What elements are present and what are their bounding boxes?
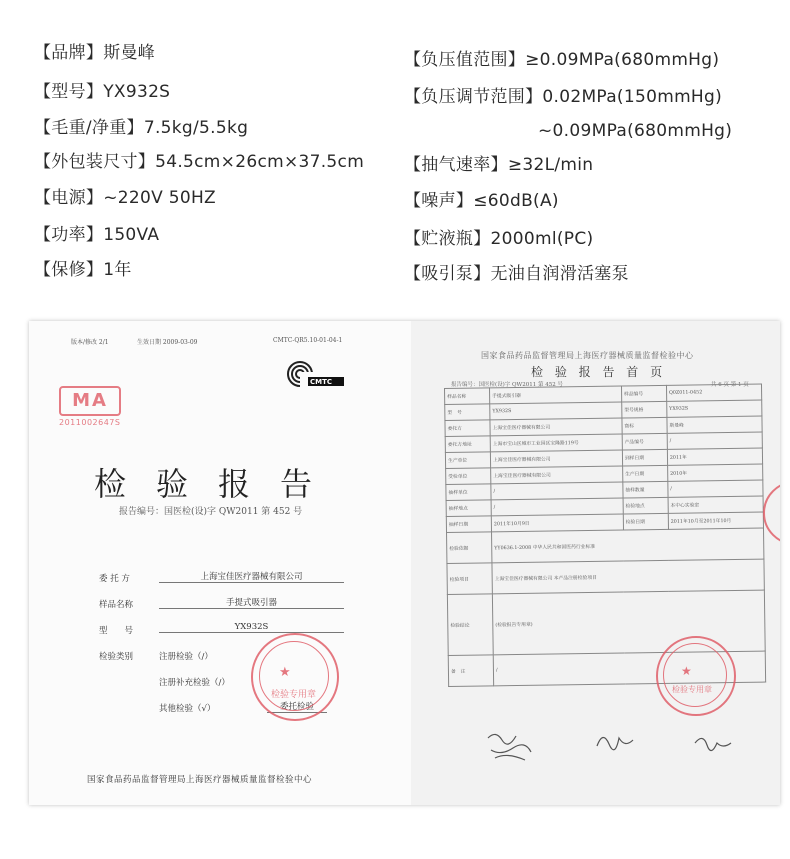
table-cell: 上海宝佳医疗器械有限公司 bbox=[490, 450, 622, 468]
first-page-report-no: 报告编号：国医检(设)字 QW2011 第 452 号 bbox=[451, 382, 563, 388]
spec-suction-rate bbox=[404, 154, 593, 176]
check-other: 其他检验（√） bbox=[159, 704, 216, 714]
inspection-seal bbox=[251, 633, 339, 721]
table-cell: 检验依据 bbox=[447, 532, 492, 564]
table-cell: 样品编号 bbox=[621, 385, 666, 402]
model-value: YX932S bbox=[159, 622, 344, 633]
report-first-page bbox=[411, 321, 780, 805]
spec-list bbox=[0, 0, 790, 300]
ma-code: 2011002647S bbox=[59, 418, 121, 427]
spec-value: 2000ml(PC) bbox=[490, 229, 594, 249]
spec-label: 【外包装尺寸】 bbox=[34, 152, 156, 172]
spec-package-size bbox=[34, 151, 364, 173]
sample-name-label: 样品名称 bbox=[99, 600, 134, 610]
spec-fluid-bottle bbox=[404, 228, 593, 250]
spec-value: 0.02MPa(150mmHg) bbox=[542, 87, 723, 107]
spec-label: 【负压调节范围】 bbox=[404, 87, 543, 107]
table-cell: 2011年10月至2011年10月 bbox=[668, 512, 763, 529]
table-cell: 上海宝佳医疗器械有限公司 bbox=[491, 466, 623, 484]
table-cell: / bbox=[668, 480, 763, 497]
first-page-table bbox=[444, 384, 766, 687]
spec-label: 【保修】 bbox=[34, 260, 104, 280]
table-cell: YY0636.1-2008 中华人民共和国医药行业标准 bbox=[492, 528, 764, 563]
check-registration: 注册检验（/） bbox=[159, 652, 213, 662]
first-page-title: 检 验 报 告 首 页 bbox=[531, 365, 667, 379]
spec-warranty bbox=[34, 259, 132, 281]
table-cell: 检验地点 bbox=[623, 497, 668, 514]
client-value: 上海宝佳医疗器械有限公司 bbox=[159, 570, 344, 583]
edge-seal bbox=[763, 481, 780, 545]
report-cover-page bbox=[29, 321, 411, 805]
spec-value: ≥0.09MPa(680mmHg) bbox=[525, 50, 720, 70]
signature-3 bbox=[691, 729, 736, 758]
table-cell: 产品编号 bbox=[622, 433, 667, 450]
seal-text: 检验专用章 bbox=[271, 690, 317, 700]
table-cell: 到样日期 bbox=[622, 449, 667, 466]
check-supplementary: 注册补充检验（/） bbox=[159, 678, 230, 688]
table-cell: 抽样数量 bbox=[623, 481, 668, 498]
table-cell: 上海市宝山区城市工业园区宝隆路119号 bbox=[490, 434, 622, 452]
table-cell: 手提式吸引器 bbox=[490, 386, 622, 404]
table-cell: 2010年 bbox=[667, 464, 762, 481]
table-cell: YX932S bbox=[667, 400, 762, 417]
table-cell: / bbox=[667, 432, 762, 449]
spec-power bbox=[34, 224, 159, 246]
table-cell: 检验项目 bbox=[447, 563, 492, 595]
table-cell: / bbox=[493, 651, 765, 686]
spec-value: 150VA bbox=[103, 225, 160, 245]
spec-value: 7.5kg/5.5kg bbox=[143, 118, 249, 138]
cover-issue-date: 生效日期 2009-03-09 bbox=[137, 339, 198, 346]
first-seal-star-icon: ★ bbox=[681, 664, 692, 678]
table-cell: 检验结论 bbox=[447, 594, 493, 656]
table-cell: 生产单位 bbox=[445, 452, 490, 469]
cover-footer: 国家食品药品监督管理局上海医疗器械质量监督检验中心 bbox=[87, 775, 313, 785]
table-cell: 2011年10月9日 bbox=[491, 514, 623, 532]
first-page-seal bbox=[656, 636, 736, 716]
spec-value: YX932S bbox=[103, 82, 171, 102]
model-label: 型 号 bbox=[99, 626, 134, 636]
table-cell: 委托方 bbox=[445, 420, 490, 437]
spec-brand bbox=[34, 42, 155, 64]
spec-noise bbox=[404, 190, 559, 212]
table-cell: YX932S bbox=[490, 402, 622, 420]
table-cell: (检验报告专用章) bbox=[492, 590, 765, 655]
table-cell: 样品名称 bbox=[445, 388, 490, 405]
spec-negative-pressure bbox=[404, 49, 719, 71]
spec-value: ~0.09MPa(680mmHg) bbox=[538, 121, 733, 141]
table-cell: 上海宝佳医疗器械有限公司 本产品注册检验项目 bbox=[492, 559, 764, 594]
table-cell: 委托方地址 bbox=[445, 436, 490, 453]
table-cell: 商标 bbox=[622, 417, 667, 434]
table-cell: 型 号 bbox=[445, 404, 490, 421]
table-row bbox=[447, 528, 764, 563]
spec-label: 【毛重/净重】 bbox=[34, 118, 144, 138]
spec-model bbox=[34, 81, 170, 103]
spec-value: ≤60dB(A) bbox=[473, 191, 559, 211]
client-label: 委 托 方 bbox=[99, 574, 130, 584]
table-cell: 备 注 bbox=[448, 655, 493, 687]
signature-1 bbox=[483, 726, 543, 770]
spec-label: 【噪声】 bbox=[404, 191, 474, 211]
first-page-page-count: 共 6 页 第 1 页 bbox=[711, 382, 749, 388]
table-cell: 型号规格 bbox=[622, 401, 667, 418]
spec-pressure-range-cont bbox=[538, 120, 732, 142]
report-number: 报告编号：国医检(设)字 QW2011 第 452 号 bbox=[119, 507, 303, 517]
spec-pressure-range bbox=[404, 86, 722, 108]
spec-label: 【电源】 bbox=[34, 188, 104, 208]
first-seal-text: 检验专用章 bbox=[672, 685, 712, 694]
cmtc-logo bbox=[284, 359, 354, 389]
spec-label: 【负压值范围】 bbox=[404, 50, 526, 70]
table-cell: 受检单位 bbox=[446, 468, 491, 485]
table-cell: 抽样地点 bbox=[446, 500, 491, 517]
spec-weight bbox=[34, 117, 248, 139]
table-cell: 检验日期 bbox=[623, 513, 668, 530]
spec-value: 斯曼峰 bbox=[103, 43, 156, 63]
spec-label: 【吸引泵】 bbox=[404, 264, 491, 284]
seal-star-icon: ★ bbox=[279, 665, 291, 680]
spec-value: ≥32L/min bbox=[507, 155, 594, 175]
check-type-label: 检验类别 bbox=[99, 652, 134, 662]
first-page-org: 国家食品药品监督管理局上海医疗器械质量监督检验中心 bbox=[481, 351, 694, 360]
spec-label: 【品牌】 bbox=[34, 43, 104, 63]
table-cell: 抽样单位 bbox=[446, 484, 491, 501]
spec-power-supply bbox=[34, 187, 216, 209]
sample-name-value: 手提式吸引器 bbox=[159, 596, 344, 609]
table-cell: / bbox=[491, 482, 623, 500]
ma-certification-logo: MA bbox=[59, 386, 121, 416]
table-cell: 生产日期 bbox=[622, 465, 667, 482]
table-cell: 抽样日期 bbox=[446, 516, 491, 533]
spec-label: 【贮液瓶】 bbox=[404, 229, 491, 249]
spec-value: 1年 bbox=[103, 260, 132, 280]
spec-label: 【功率】 bbox=[34, 225, 104, 245]
cover-version: 版本/修改 2/1 bbox=[71, 339, 109, 346]
report-title: 检验报告 bbox=[94, 465, 343, 503]
table-cell: 斯曼峰 bbox=[667, 416, 762, 433]
spec-value: 无油自润滑活塞泵 bbox=[490, 264, 629, 284]
spec-label: 【抽气速率】 bbox=[404, 155, 508, 175]
table-cell: 2011年 bbox=[667, 448, 762, 465]
cover-doc-code: CMTC-QR5.10-01-04-1 bbox=[273, 337, 343, 344]
table-cell: Q0Z011-0452 bbox=[666, 384, 761, 401]
spec-value: ~220V 50HZ bbox=[103, 188, 216, 208]
signature-2 bbox=[591, 726, 641, 760]
table-row bbox=[447, 559, 764, 594]
spec-pump bbox=[404, 263, 629, 285]
cmtc-logo-text: CMTC bbox=[310, 378, 333, 386]
check-other-value: 委托检验 bbox=[267, 700, 327, 713]
table-cell: 上海宝佳医疗器械有限公司 bbox=[490, 418, 622, 436]
spec-label: 【型号】 bbox=[34, 82, 104, 102]
table-cell: / bbox=[491, 498, 623, 516]
table-cell: 本中心实验室 bbox=[668, 496, 763, 513]
inspection-report-image bbox=[29, 321, 780, 805]
spec-value: 54.5cm×26cm×37.5cm bbox=[155, 152, 365, 172]
